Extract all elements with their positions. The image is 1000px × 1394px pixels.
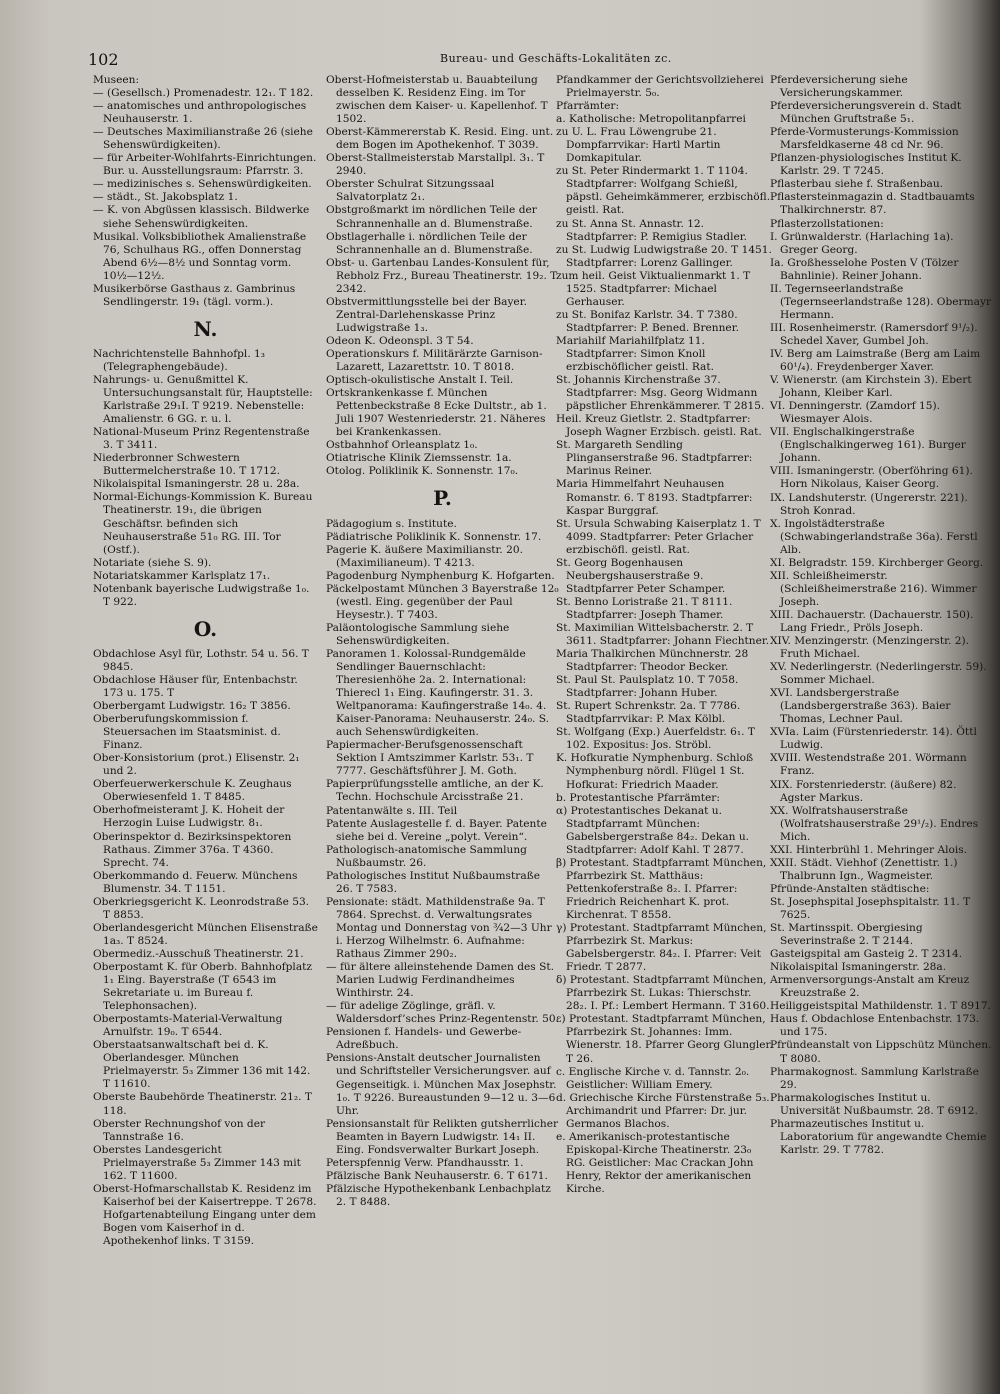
directory-entry: Haus f. Obdachlose Entenbachstr. 173. und 175. bbox=[770, 1013, 980, 1039]
directory-entry: IV. Berg am Laimstraße (Berg am Laim 60¹/₄). Freydenberger Xaver. bbox=[770, 347, 981, 374]
directory-entry: e. Amerikanisch-protestantische Episkopal-Kirche Theatinerstr. 23₀ RG. Geistlicher: Mac Crackan John Henry, Rektor der amerikanischen Kirche. bbox=[556, 1130, 754, 1195]
directory-entry: Papierprüfungsstelle amtliche, an der K. Techn. Hochschule Arcisstraße 21. bbox=[326, 778, 544, 804]
directory-entry: β) Protestant. Stadtpfarramt München, Pfarrbezirk St. Matthäus: Pettenkoferstraße 8₂. I. Pfarrer: Friedrich Reichenhart K. prot. Kirchenrat. T 8558. bbox=[556, 856, 767, 921]
directory-entry: Pferde-Vormusterungs-Kommission Marsfeldkaserne 48 cd Nr. 96. bbox=[770, 126, 959, 152]
directory-entry: XIII. Dachauerstr. (Dachauerstr. 150). Lang Friedr., Pröls Joseph. bbox=[770, 608, 974, 634]
directory-entry: — anatomisches und anthropologisches Neuhauserstr. 1. bbox=[93, 100, 307, 126]
directory-entry: Oberinspektor d. Bezirksinspektoren Rathaus. Zimmer 376a. T 4360. Sprecht. 74. bbox=[93, 830, 292, 869]
directory-entry: Pagodenburg Nymphenburg K. Hofgarten. bbox=[326, 569, 555, 582]
directory-entry: II. Tegernseerlandstraße (Tegernseerlandstraße 128). Obermayr Hermann. bbox=[770, 282, 992, 321]
directory-entry: St. Georg Bogenhausen Neubergshauserstraße 9. Stadtpfarrer Peter Schamper. bbox=[556, 556, 726, 595]
directory-entry: Heiliggeistspital Mathildenstr. 1. T 8917. bbox=[770, 1000, 991, 1013]
directory-entry: Pfründeanstalt von Lippschütz München. T 8080. bbox=[770, 1039, 992, 1065]
directory-entry: Nikolaispital Ismaningerstr. 28 u. 28a. bbox=[93, 478, 300, 491]
directory-entry: — (Gesellsch.) Promenadestr. 12₁. T 182. bbox=[93, 87, 314, 100]
directory-entry: Pädiatrische Poliklinik K. Sonnenstr. 17. bbox=[326, 530, 542, 543]
directory-entry: b. Protestantische Pfarrämter: bbox=[556, 791, 720, 804]
directory-entry: a. Katholische: Metropolitanpfarrei bbox=[556, 113, 746, 126]
directory-entry: ε) Protestant. Stadtpfarramt München, Pfarrbezirk St. Johannes: Imm. Wienerstr. 18. Pfarrer Georg Glungler. T 26. bbox=[556, 1013, 773, 1065]
directory-entry: Maria Thalkirchen Münchnerstr. 28 Stadtpfarrer: Theodor Becker. bbox=[556, 648, 749, 674]
directory-entry: XVI. Landsbergerstraße (Landsbergerstraße 363). Baier Thomas, Lechner Paul. bbox=[770, 687, 951, 726]
directory-entry: VII. Englschalkingerstraße (Englschalkingerweg 161). Burger Johann. bbox=[770, 426, 966, 465]
directory-entry: Pathologisches Institut Nußbaumstraße 26. T 7583. bbox=[326, 869, 540, 895]
directory-entry: Nachrichtenstelle Bahnhofpl. 1₃ (Telegraphengebäude). bbox=[93, 347, 266, 373]
directory-entry: Oberstaatsanwaltschaft bei d. K. Oberlandesger. München Prielmayerstr. 5₃ Zimmer 136 mit 142. T 11610. bbox=[93, 1039, 311, 1091]
directory-entry: — K. von Abgüssen klassisch. Bildwerke siehe Sehenswürdigkeiten. bbox=[93, 204, 310, 230]
directory-entry: Oberkriegsgericht K. Leonrodstraße 53. T 8853. bbox=[93, 895, 310, 921]
directory-entry: Notariatskammer Karlsplatz 17₁. bbox=[93, 569, 271, 582]
directory-entry: Päckelpostamt München 3 Bayerstraße 12₀ (westl. Eing. gegenüber der Paul Heysestr.). T 7403. bbox=[326, 582, 559, 621]
directory-entry: National-Museum Prinz Regentenstraße 3. T 3411. bbox=[93, 426, 310, 452]
directory-entry: St. Ursula Schwabing Kaiserplatz 1. T 4099. Stadtpfarrer: Peter Grlacher erzbischöfl. geistl. Rat. bbox=[556, 517, 761, 556]
directory-entry: — für ältere alleinstehende Damen des St. Marien Ludwig Ferdinandheimes Winthirstr. 24. bbox=[326, 961, 554, 1000]
directory-entry: Pflastersteinmagazin d. Stadtbauamts Thalkirchnerstr. 87. bbox=[770, 191, 975, 217]
directory-entry: St. Johannis Kirchenstraße 37. Stadtpfarrer: Msg. Georg Widmann päpstlicher Ehrenkämmerer. T 2815. bbox=[556, 374, 765, 413]
directory-entry: I. Grünwalderstr. (Harlaching 1a). Greger Georg. bbox=[770, 230, 954, 256]
directory-entry: Obdachlose Häuser für, Entenbachstr. 173 u. 175. T bbox=[93, 673, 298, 700]
directory-entry: IX. Landshuterstr. (Ungererstr. 221). Stroh Konrad. bbox=[770, 491, 968, 517]
directory-entry: Papiermacher-Berufsgenossenschaft Sektion I Amtszimmer Karlstr. 53₁. T 7777. Geschäftsführer J. M. Goth. bbox=[326, 739, 534, 778]
directory-entry: Pferdeversicherungsverein d. Stadt München Gruftstraße 5₁. bbox=[770, 100, 962, 126]
directory-entry: Pfründe-Anstalten städtische: bbox=[770, 882, 930, 895]
directory-entry: Notenbank bayerische Ludwigstraße 1₀. T 922. bbox=[93, 582, 310, 608]
directory-entry: Obstvermittlungsstelle bei der Bayer. Zentral-Darlehenskasse Prinz Ludwigstraße 1₃. bbox=[326, 295, 527, 334]
directory-entry: Oberpostamt K. für Oberb. Bahnhofplatz 1₁ Eing. Bayerstraße (T 6543 im Sekretariate u. im Bureau f. Telephonsachen). bbox=[93, 961, 312, 1013]
directory-entry: Otolog. Poliklinik K. Sonnenstr. 17₀. bbox=[326, 465, 519, 478]
directory-entry: Ortskrankenkasse f. München Pettenbeckstraße 8 Ecke Dultstr., ab 1. Juli 1907 Westenriederstr. 21. Näheres bei Krankenkassen. bbox=[326, 387, 547, 439]
directory-entry: Obstgroßmarkt im nördlichen Teile der Schrannenhalle an d. Blumenstraße. bbox=[326, 204, 537, 230]
directory-entry: III. Rosenheimerstr. (Ramersdorf 9¹/₂). Schedel Xaver, Gumbel Joh. bbox=[770, 321, 978, 347]
directory-entry: Pensionsanstalt für Relikten gutsherrlicher Beamten in Bayern Ludwigstr. 14₁ II. Eing. Fondsverwalter Burkart Joseph. bbox=[326, 1117, 559, 1156]
directory-entry: XXII. Städt. Viehhof (Zenettistr. 1.) Thalbrunn Ign., Wagmeister. bbox=[770, 856, 958, 882]
directory-entry: Oberste Baubehörde Theatinerstr. 21₂. T 118. bbox=[93, 1091, 312, 1117]
running-head: Bureau- und Geschäfts-Lokalitäten zc. bbox=[440, 52, 672, 65]
directory-entry: XII. Schleißheimerstr. (Schleißheimerstraße 216). Wimmer Joseph. bbox=[770, 569, 977, 608]
directory-entry: Oberst-Hofmeisterstab u. Bauabteilung desselben K. Residenz Eing. im Tor zwischen dem Kaiser- u. Kapellenhof. T 1502. bbox=[326, 74, 548, 126]
directory-entry: XIX. Forstenriederstr. (äußere) 82. Agster Markus. bbox=[770, 778, 957, 804]
directory-entry: Musikal. Volksbibliothek Amalienstraße 76, Schulhaus RG., offen Donnerstag Abend 6½—8½ und Sonntag vorm. 10½—12½. bbox=[93, 230, 307, 282]
directory-entry: Gasteigspital am Gasteig 2. T 2314. bbox=[770, 948, 963, 961]
directory-entry: St. Wolfgang (Exp.) Auerfeldstr. 6₁. T 102. Expositus: Jos. Ströbl. bbox=[556, 726, 755, 752]
directory-entry: Ober-Konsistorium (prot.) Elisenstr. 2₁ und 2. bbox=[93, 752, 300, 778]
directory-entry: Panoramen 1. Kolossal-Rundgemälde Sendlinger Bauernschlacht: Theresienhöhe 2a. 2. International: Thierecl 1₁ Eing. Kaufingerstr. 31. 3. Weltpanorama: Kaufingerstraße 14₀. 4. Kaiser-Panorama: Neuhauserstr. 24₀. S. auch Sehenswürdigkeiten. bbox=[326, 647, 549, 739]
directory-entry: Pfälzische Bank Neuhauserstr. 6. T 6171. bbox=[326, 1169, 548, 1182]
directory-entry: Maria Himmelfahrt Neuhausen Romanstr. 6. T 8193. Stadtpfarrer: Kaspar Burggraf. bbox=[556, 478, 753, 517]
column-3 bbox=[556, 74, 774, 1196]
directory-entry: Niederbronner Schwestern Buttermelcherstraße 10. T 1712. bbox=[93, 452, 281, 478]
directory-entry: V. Wienerstr. (am Kirchstein 3). Ebert Johann, Kleiber Karl. bbox=[770, 374, 972, 400]
directory-entry: Oberpostamts-Material-Verwaltung Arnulfstr. 19₀. T 6544. bbox=[93, 1013, 283, 1039]
directory-entry: Peterspfennig Verw. Pfandhausstr. 1. bbox=[326, 1156, 524, 1169]
directory-entry: Mariahilf Mariahilfplatz 11. Stadtpfarrer: Simon Knoll erzbischöflicher geistl. Rat. bbox=[556, 334, 714, 374]
directory-entry: Patentanwälte s. III. Teil bbox=[326, 804, 458, 817]
directory-entry: zu St. Peter Rindermarkt 1. T 1104. Stadtpfarrer: Wolfgang Schießl, päpstl. Geheimkämmerer, erzbischöfl. geistl. Rat. bbox=[556, 165, 771, 217]
directory-entry: St. Martinsspit. Obergiesing Severinstraße 2. T 2144. bbox=[770, 922, 923, 948]
directory-entry: St. Maximilian Wittelsbacherstr. 2. T 3611. Stadtpfarrer: Johann Fiechtner. bbox=[556, 621, 770, 648]
directory-entry: Pflasterzollstationen: bbox=[770, 217, 884, 230]
directory-entry: zu St. Anna St. Annastr. 12. Stadtpfarrer: P. Remigius Stadler. bbox=[556, 217, 748, 243]
directory-entry: Nahrungs- u. Genußmittel K. Untersuchungsanstalt für, Hauptstelle: Karlstraße 29₁I. T 9219. Nebenstelle: Amalienstr. 6 GG. r. u. l. bbox=[93, 373, 313, 426]
directory-entry: — für Arbeiter-Wohlfahrts-Einrichtungen. Bur. u. Ausstellungsraum: Pfarrstr. 3. bbox=[93, 152, 317, 178]
directory-entry: XIV. Menzingerstr. (Menzingerstr. 2). Fruth Michael. bbox=[770, 635, 969, 661]
page-number: 102 bbox=[88, 50, 119, 69]
directory-entry: zu U. L. Frau Löwengrube 21. Dompfarrvikar: Hartl Martin Domkapitular. bbox=[556, 126, 721, 165]
directory-entry: Optisch-okulistische Anstalt I. Teil. bbox=[326, 374, 514, 387]
directory-entry: Museen: bbox=[93, 74, 140, 86]
directory-entry: α) Protestantisches Dekanat u. Stadtpfarramt München: Gabelsbergerstraße 84₂. Dekan u. Stadtpfarrer: Adolf Kahl. T 2877. bbox=[556, 804, 750, 856]
directory-entry: Pensionate: städt. Mathildenstraße 9a. T 7864. Sprechst. d. Verwaltungsrates Montag und Donnerstag von ¾2—3 Uhr i. Herzog Wilhelmstr. 6. Aufnahme: Rathaus Zimmer 290₂. bbox=[326, 895, 552, 961]
directory-entry: Pensions-Anstalt deutscher Journalisten und Schriftsteller Versicherungsver. auf Gegenseitigk. i. München Max Josephstr. 1₀. T 9226. Bureaustunden 9—12 u. 3—6 Uhr. bbox=[326, 1052, 557, 1117]
directory-entry: — medizinisches s. Sehenswürdigkeiten. bbox=[93, 178, 312, 191]
directory-entry: d. Griechische Kirche Fürstenstraße 5₃. Archimandrit und Pfarrer: Dr. jur. Germanos Blachos. bbox=[556, 1091, 770, 1130]
directory-entry: Pädagogium s. Institute. bbox=[326, 517, 457, 530]
directory-entry: Armenversorgungs-Anstalt am Kreuz Kreuzstraße 2. bbox=[770, 974, 970, 1000]
directory-entry: Pfandkammer der Gerichtsvollzieherei Prielmayerstr. 5₀. bbox=[556, 74, 764, 100]
directory-entry: XX. Wolfratshauserstraße (Wolfratshauserstraße 29¹/₂). Endres Mich. bbox=[770, 804, 979, 843]
section-letter: P. bbox=[433, 486, 452, 511]
directory-entry: Oberkommando d. Feuerw. Münchens Blumenstr. 34. T 1151. bbox=[93, 869, 298, 895]
directory-entry: Pensionen f. Handels- und Gewerbe-Adreßbuch. bbox=[326, 1026, 522, 1052]
directory-entry: XXI. Hinterbrühl 1. Mehringer Alois. bbox=[770, 843, 968, 856]
directory-entry: Oberbergamt Ludwigstr. 16₂ T 3856. bbox=[93, 700, 291, 713]
directory-entry: St. Rupert Schrenkstr. 2a. T 7786. Stadtpfarrvikar: P. Max Kölbl. bbox=[556, 700, 741, 726]
section-letter: N. bbox=[193, 316, 218, 341]
directory-entry: c. Englische Kirche v. d. Tannstr. 2₀. Geistlicher: William Emery. bbox=[556, 1065, 750, 1091]
directory-entry: Pharmakologisches Institut u. Universität Nußbaumstr. 28. T 6912. bbox=[770, 1091, 978, 1117]
directory-entry: δ) Protestant. Stadtpfarramt München, Pfarrbezirk St. Lukas: Thierschstr. 28₂. I. Pf.: Lembert Hermann. T 3160. bbox=[556, 974, 770, 1013]
directory-entry: St. Paul St. Paulsplatz 10. T 7058. Stadtpfarrer: Johann Huber. bbox=[556, 674, 739, 700]
directory-entry: XVIa. Laim (Fürstenriederstr. 14). Öttl Ludwig. bbox=[770, 726, 977, 752]
directory-entry: Oberst-Hofmarschallstab K. Residenz im Kaiserhof bei der Kaisertreppe. T 2678. Hofgartenabteilung Eingang unter dem Bogen vom Kaiserhof in d. Apothekenhof links. T 3159. bbox=[93, 1182, 317, 1247]
directory-entry: XV. Nederlingerstr. (Nederlingerstr. 59). Sommer Michael. bbox=[770, 661, 987, 687]
directory-entry: Operationskurs f. Militärärzte Garnison-Lazarett, Lazarettstr. 10. T 8018. bbox=[326, 347, 543, 374]
directory-entry: Obstlagerhalle i. nördlichen Teile der Schrannenhalle an d. Blumenstraße. bbox=[326, 230, 533, 256]
directory-entry: Patente Auslagestelle f. d. Bayer. Patente siehe bei d. Vereine „polyt. Verein“. bbox=[326, 817, 547, 843]
directory-entry: Pathologisch-anatomische Sammlung Nußbaumstr. 26. bbox=[326, 843, 527, 869]
directory-entry: K. Hofkuratie Nymphenburg. Schloß Nymphenburg nördl. Flügel 1 St. Hofkurat: Friedrich Maader. bbox=[556, 752, 754, 791]
directory-entry: Oberster Schulrat Sitzungssaal Salvatorplatz 2₁. bbox=[326, 178, 495, 204]
section-letter: O. bbox=[193, 616, 218, 641]
directory-entry: XVIII. Westendstraße 201. Wörmann Franz. bbox=[770, 752, 967, 778]
directory-entry: — Deutsches Maximilianstraße 26 (siehe Sehenswürdigkeiten). bbox=[93, 126, 313, 152]
directory-entry: St. Benno Loristraße 21. T 8111. Stadtpfarrer: Joseph Thamer. bbox=[556, 595, 733, 621]
directory-entry: Pfälzische Hypothekenbank Lenbachplatz 2. T 8488. bbox=[326, 1182, 551, 1208]
directory-entry: — für adelige Zöglinge, gräfl. v. Waldersdorf’sches Prinz-Regentenstr. 50. bbox=[326, 1000, 559, 1026]
directory-entry: Heil. Kreuz Gietlstr. 2. Stadtpfarrer: Joseph Wagner Erzbisch. geistl. Rat. bbox=[556, 413, 762, 439]
directory-entry: Obst- u. Gartenbau Landes-Konsulent für, Rebholz Frz., Bureau Theatinerstr. 19₂. T 2342. bbox=[326, 256, 558, 295]
directory-entry: Oberst-Stallmeisterstab Marstallpl. 3₁. T 2940. bbox=[326, 152, 545, 178]
directory-entry: zu St. Ludwig Ludwigstraße 20. T 1451. Stadtpfarrer: Lorenz Gallinger. bbox=[556, 243, 772, 269]
directory-entry: Ostbahnhof Orleansplatz 1₀. bbox=[326, 439, 478, 452]
directory-entry: Oberstes Landesgericht Prielmayerstraße 5₃ Zimmer 143 mit 162. T 11600. bbox=[93, 1143, 301, 1182]
directory-entry: Oberhofmeisteramt J. K. Hoheit der Herzogin Luise Ludwigstr. 8₁. bbox=[93, 804, 285, 830]
directory-entry: Pfarrämter: bbox=[556, 100, 620, 113]
directory-entry: Oberberufungskommission f. Steuersachen im Staatsminist. d. Finanz. bbox=[93, 713, 281, 752]
directory-entry: Pagerie K. äußere Maximilianstr. 20. (Maximilianeum). T 4213. bbox=[326, 543, 523, 569]
directory-entry: Obdachlose Asyl für, Lothstr. 54 u. 56. T 9845. bbox=[93, 647, 309, 673]
directory-entry: — städt., St. Jakobsplatz 1. bbox=[93, 191, 238, 204]
directory-entry: Oberfeuerwerkerschule K. Zeughaus Oberwiesenfeld 1. T 8485. bbox=[93, 778, 292, 804]
directory-entry: zu St. Bonifaz Karlstr. 34. T 7380. Stadtpfarrer: P. Bened. Brenner. bbox=[556, 308, 739, 334]
directory-entry: VI. Denningerstr. (Zamdorf 15). Wiesmayer Alois. bbox=[770, 400, 940, 426]
column-4 bbox=[770, 74, 992, 1157]
directory-entry: St. Margareth Sendling Plinganserstraße 96. Stadtpfarrer: Marinus Reiner. bbox=[556, 439, 753, 478]
directory-entry: Otiatrische Klinik Ziemssenstr. 1a. bbox=[326, 452, 512, 465]
directory-entry: XI. Belgradstr. 159. Kirchberger Georg. bbox=[770, 556, 984, 569]
directory-entry: γ) Protestant. Stadtpfarramt München, Pfarrbezirk St. Markus: Gabelsbergerstr. 84₂. I. Pfarrer: Veit Friedr. T 2877. bbox=[556, 922, 767, 974]
directory-entry: Normal-Eichungs-Kommission K. Bureau Theatinerstr. 19₁, die übrigen Geschäftsr. befinden sich Neuhauserstraße 51₀ RG. III. Tor (Ostf.). bbox=[93, 491, 313, 556]
directory-entry: Oberst-Kämmererstab K. Resid. Eing. unt. dem Bogen im Apothekenhof. T 3039. bbox=[326, 126, 554, 152]
directory-entry: Oberster Rechnungshof von der Tannstraße 16. bbox=[93, 1117, 266, 1143]
directory-entry: X. Ingolstädterstraße (Schwabingerlandstraße 36a). Ferstl Alb. bbox=[770, 517, 978, 556]
directory-entry: Notariate (siehe S. 9). bbox=[93, 556, 212, 569]
column-2 bbox=[326, 74, 559, 1209]
column-1 bbox=[93, 74, 318, 1248]
directory-entry: St. Josephspital Josephspitalstr. 11. T 7625. bbox=[770, 895, 971, 921]
directory-entry: Obermediz.-Ausschuß Theatinerstr. 21. bbox=[93, 947, 304, 960]
directory-entry: Musikerbörse Gasthaus z. Gambrinus Sendlingerstr. 19₁ (tägl. vorm.). bbox=[93, 282, 296, 308]
directory-entry: Ia. Großhesselohe Posten V (Tölzer Bahnlinie). Reiner Johann. bbox=[770, 256, 959, 282]
directory-entry: VIII. Ismaningerstr. (Oberföhring 61). Horn Nikolaus, Kaiser Georg. bbox=[770, 465, 973, 491]
directory-entry: Oberlandesgericht München Elisenstraße 1a₃. T 8524. bbox=[93, 921, 318, 947]
directory-entry: zum heil. Geist Viktualienmarkt 1. T 1525. Stadtpfarrer: Michael Gerhauser. bbox=[556, 269, 751, 308]
directory-entry: Pharmazeutisches Institut u. Laboratorium für angewandte Chemie Karlstr. 29. T 7782. bbox=[770, 1117, 987, 1156]
directory-entry: Pferdeversicherung siehe Versicherungskammer. bbox=[770, 74, 908, 100]
directory-entry: Pflasterbau siehe f. Straßenbau. bbox=[770, 178, 944, 191]
directory-entry: Nikolaispital Ismaningerstr. 28a. bbox=[770, 961, 947, 974]
directory-entry: Pharmakognost. Sammlung Karlstraße 29. bbox=[770, 1065, 979, 1091]
directory-entry: Paläontologische Sammlung siehe Sehenswürdigkeiten. bbox=[326, 621, 510, 647]
directory-entry: Pflanzen-physiologisches Institut K. Karlstr. 29. T 7245. bbox=[770, 152, 962, 178]
directory-entry: Odeon K. Odeonspl. 3 T 54. bbox=[326, 334, 474, 347]
